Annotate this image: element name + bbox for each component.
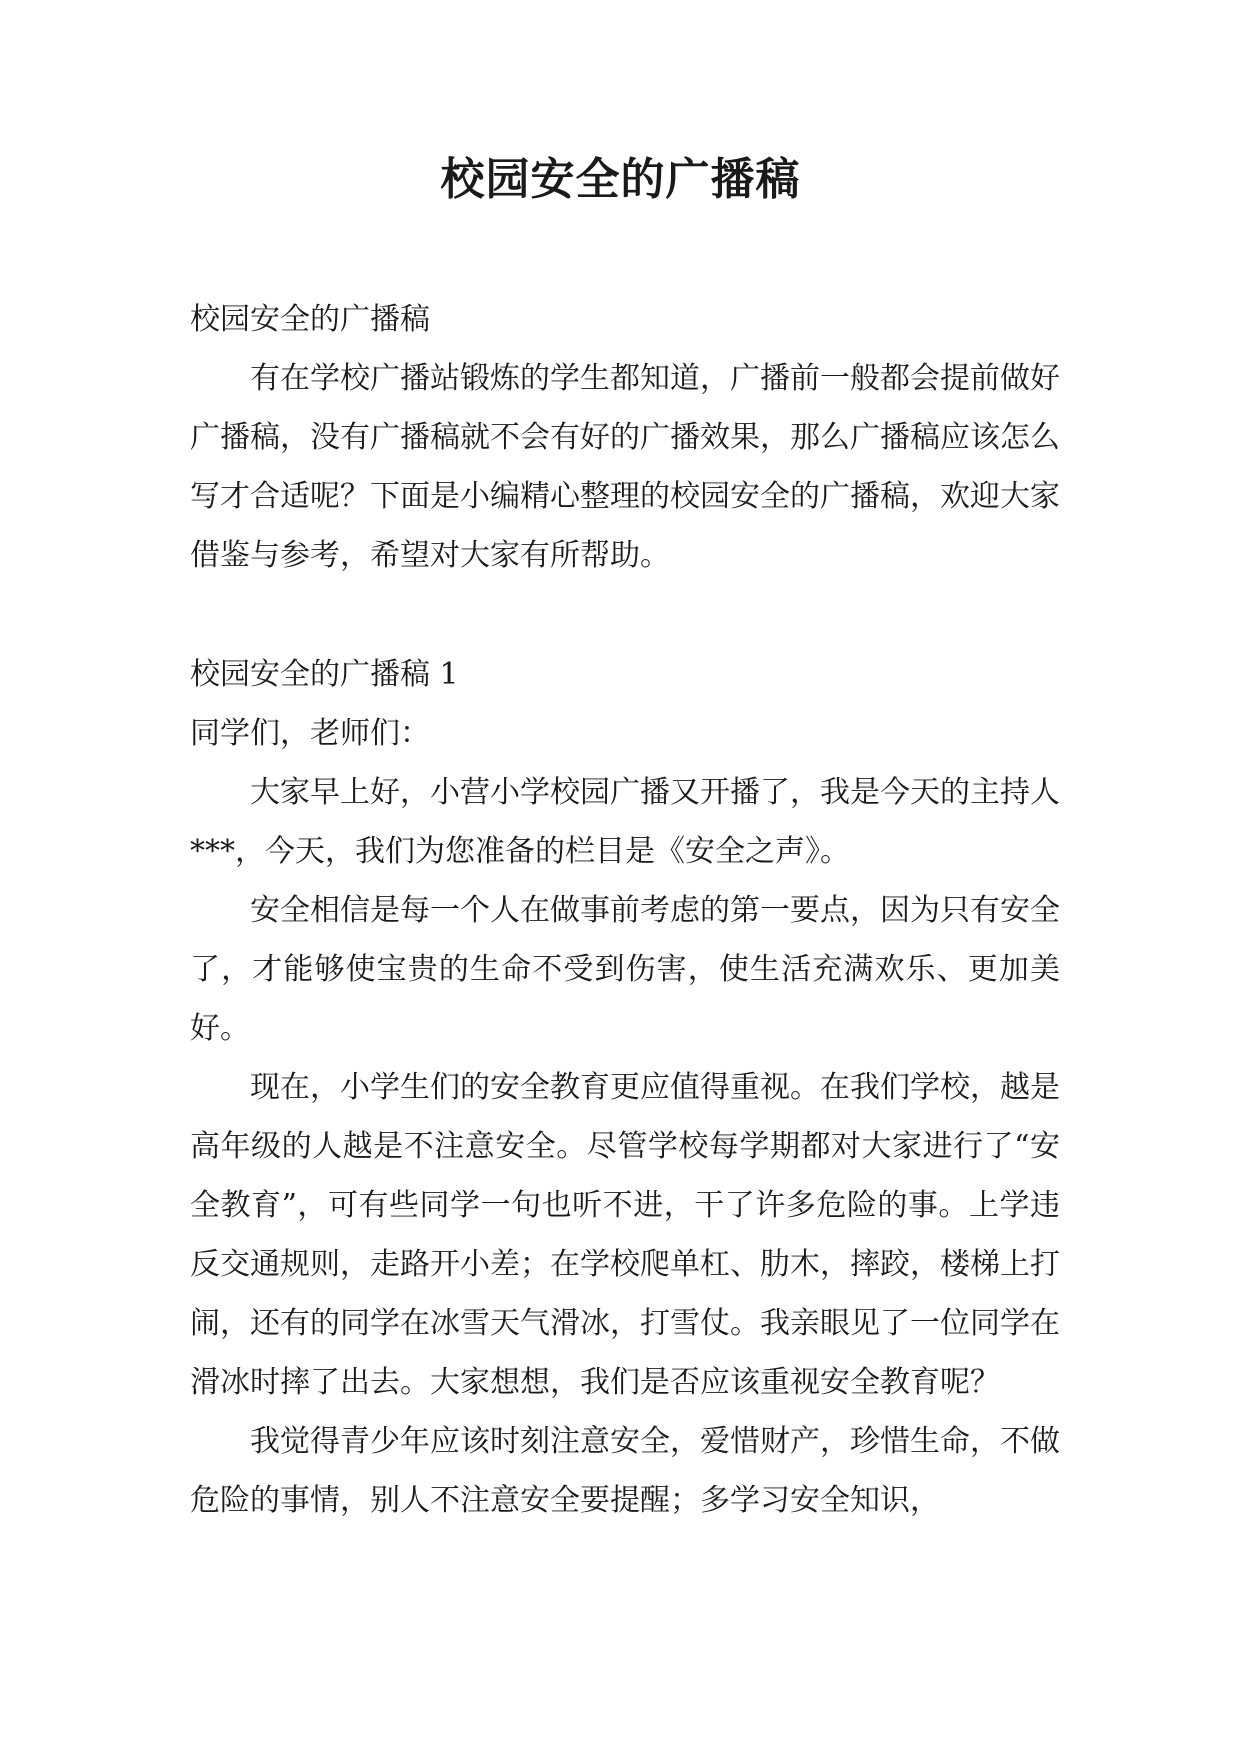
intro-paragraph: 有在学校广播站锻炼的学生都知道，广播前一般都会提前做好广播稿，没有广播稿就不会有好的广播效果，那么广播稿应该怎么写才合适呢？下面是小编精心整理的校园安全的广播稿，欢迎大家借鉴与参考，希望对大家有所帮助。: [190, 361, 1060, 573]
body-paragraph: 现在，小学生们的安全教育更应值得重视。在我们学校，越是高年级的人越是不注意安全。尽管学校每学期都对大家进行了“安全教育”，可有些同学一句也听不进，干了许多危险的事。上学违反交通规则，走路开小差；在学校爬单杠、肋木，摔跤，楼梯上打闹，还有的同学在冰雪天气滑冰，打雪仗。我亲眼见了一位同学在滑冰时摔了出去。大家想想，我们是否应该重视安全教育呢？: [190, 1070, 1060, 1400]
body-paragraph: 安全相信是每一个人在做事前考虑的第一要点，因为只有安全了，才能够使宝贵的生命不受到伤害，使生活充满欢乐、更加美好。: [190, 893, 1060, 1046]
paragraph-gap: [190, 585, 1060, 645]
document-title: 校园安全的广播稿: [440, 154, 801, 205]
greeting-line: 同学们，老师们：: [190, 716, 430, 751]
document-body: [190, 290, 1060, 1530]
section-heading: 校园安全的广播稿 1: [190, 657, 459, 692]
body-paragraph: 大家早上好，小营小学校园广播又开播了，我是今天的主持人***，今天，我们为您准备的栏目是《安全之声》。: [190, 775, 1060, 869]
document-subtitle: 校园安全的广播稿: [190, 302, 430, 337]
body-paragraph: 我觉得青少年应该时刻注意安全，爱惜财产，珍惜生命，不做危险的事情，别人不注意安全要提醒；多学习安全知识，: [190, 1424, 1060, 1518]
